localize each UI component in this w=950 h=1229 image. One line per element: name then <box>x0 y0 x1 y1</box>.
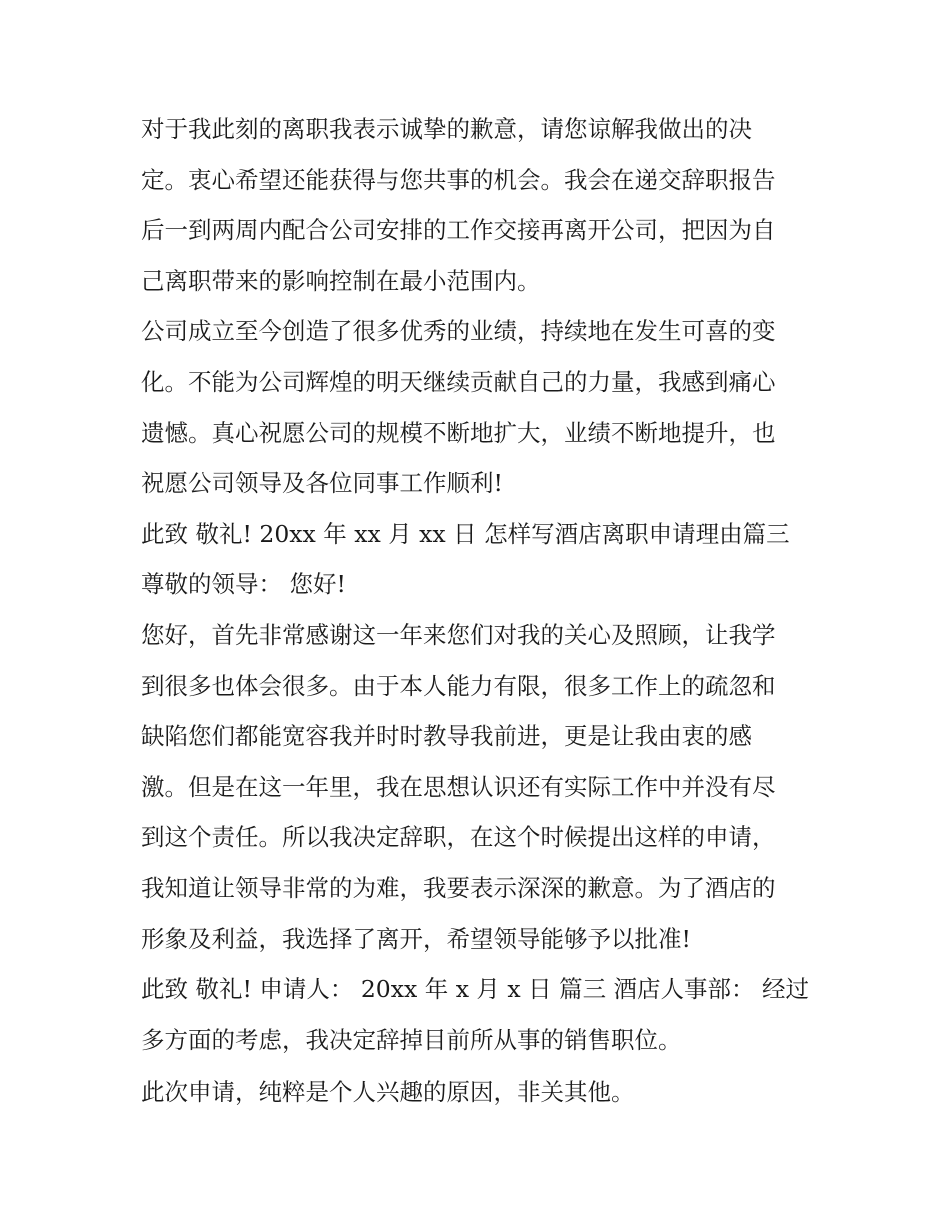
text-line: 祝愿公司领导及各位同事工作顺利! <box>141 469 503 498</box>
text-line: 多方面的考虑，我决定辞掉目前所从事的销售职位。 <box>141 1025 682 1054</box>
text-line: 此次申请，纯粹是个人兴趣的原因，非关其他。 <box>141 1078 635 1107</box>
text-line: 遗憾。真心祝愿公司的规模不断地扩大，业绩不断地提升，也 <box>141 418 776 447</box>
text-line: 公司成立至今创造了很多优秀的业绩，持续地在发生可喜的变 <box>141 317 776 346</box>
text-line: 形象及利益，我选择了离开，希望领导能够予以批准! <box>141 924 691 953</box>
text-line: 此致 敬礼! 申请人： 20xx 年 x 月 x 日 篇三 酒店人事部： 经过 <box>141 975 810 1004</box>
text-line: 到很多也体会很多。由于本人能力有限，很多工作上的疏忽和 <box>141 671 776 700</box>
document-body <box>141 104 831 1118</box>
text-line: 化。不能为公司辉煌的明天继续贡献自己的力量，我感到痛心 <box>141 367 776 396</box>
text-line: 激。但是在这一年里，我在思想认识还有实际工作中并没有尽 <box>141 772 776 801</box>
text-line: 尊敬的领导： 您好! <box>141 570 346 599</box>
text-line: 我知道让领导非常的为难，我要表示深深的歉意。为了酒店的 <box>141 873 776 902</box>
text-line: 您好，首先非常感谢这一年来您们对我的关心及照顾，让我学 <box>141 620 776 649</box>
text-line: 定。衷心希望还能获得与您共事的机会。我会在递交辞职报告 <box>141 165 776 194</box>
text-line: 缺陷您们都能宽容我并时时教导我前进，更是让我由衷的感 <box>141 722 752 751</box>
text-line: 对于我此刻的离职我表示诚挚的歉意，请您谅解我做出的决 <box>141 115 752 143</box>
text-line: 此致 敬礼! 20xx 年 xx 月 xx 日 怎样写酒店离职申请理由篇三 <box>141 519 790 548</box>
text-line: 己离职带来的影响控制在最小范围内。 <box>141 266 541 295</box>
text-line: 后一到两周内配合公司安排的工作交接再离开公司，把因为自 <box>141 216 776 245</box>
text-line: 到这个责任。所以我决定辞职，在这个时候提出这样的申请， <box>141 823 776 852</box>
